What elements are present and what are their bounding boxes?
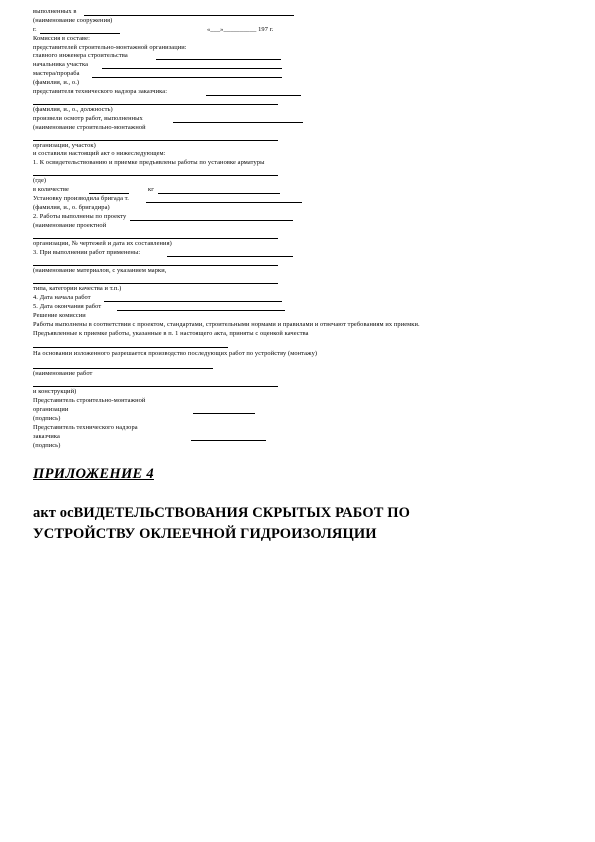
form-caption-materials: (наименование материалов, с указанием марки, xyxy=(33,267,167,274)
blank-line xyxy=(33,265,278,266)
form-caption-design-org: (наименование проектной xyxy=(33,222,107,229)
form-line-foreman: мастера/прораба xyxy=(33,70,80,77)
form-unit-kg: кг xyxy=(148,186,154,193)
form-line-tech-supervision: представителя технического надзора заказчика: xyxy=(33,88,168,95)
blank-line xyxy=(33,283,278,284)
form-line-act-compiled: и составили настоящий акт о нижеследующем: xyxy=(33,150,166,157)
blank-line xyxy=(173,122,303,123)
form-line-city: г. xyxy=(33,26,37,33)
appendix-title-line-2: УСТРОЙСТВУ ОКЛЕЕЧНОЙ ГИДРОИЗОЛЯЦИИ xyxy=(33,526,377,542)
blank-line xyxy=(33,238,278,239)
blank-line xyxy=(146,202,302,203)
form-caption-where: (где) xyxy=(33,177,47,184)
form-caption-drawings: организации, № чертежей и дата их составления) xyxy=(33,240,172,247)
blank-line xyxy=(33,104,278,105)
blank-line xyxy=(167,256,293,257)
form-line-executed-in: выполненных в xyxy=(33,8,77,15)
blank-line xyxy=(89,193,129,194)
signature-line xyxy=(191,440,266,441)
form-line-chief-engineer: главного инженера строительства xyxy=(33,52,128,59)
form-item-2-project: 2. Работы выполнены по проекту xyxy=(33,213,127,220)
form-caption-brigadier: (фамилия, и., о. бригадира) xyxy=(33,204,110,211)
form-line-conformity: Работы выполнены в соответствии с проектом, стандартами, строительными нормами и правилами и отвечают требованиям их приемки. xyxy=(33,321,420,328)
blank-line xyxy=(33,140,278,141)
form-caption-organization: (наименование строительно-монтажной xyxy=(33,124,146,131)
blank-line xyxy=(156,59,281,60)
form-item-4-start-date: 4. Дата начала работ xyxy=(33,294,91,301)
form-line-brigade: Установку производила бригада т. xyxy=(33,195,129,202)
form-line-site-chief: начальника участка xyxy=(33,61,89,68)
blank-line xyxy=(158,193,280,194)
form-caption-structure: (наименование сооружения) xyxy=(33,17,113,24)
appendix-title xyxy=(33,503,410,545)
form-line-sig-contractor: Представитель строительно-монтажной xyxy=(33,397,146,404)
blank-line xyxy=(130,220,293,221)
appendix-heading: ПРИЛОЖЕНИЕ 4 xyxy=(33,466,154,482)
blank-line xyxy=(33,175,278,176)
form-caption-signature: (подпись) xyxy=(33,442,61,449)
form-line-representatives: представителей строительно-монтажной организации: xyxy=(33,44,187,51)
form-caption-org-site: организации, участок) xyxy=(33,142,96,149)
form-item-5-end-date: 5. Дата окончания работ xyxy=(33,303,102,310)
form-caption-fio-position: (фамилия, и., о., должность) xyxy=(33,106,113,113)
form-line-quantity: в количестве xyxy=(33,186,69,193)
form-line-sig-customer: заказчика xyxy=(33,433,60,440)
form-line-commission: Комиссия в составе: xyxy=(33,35,90,42)
blank-line xyxy=(33,368,213,369)
appendix-title-line-1: акт осВИДЕТЕЛЬСТВОВАНИЯ СКРЫТЫХ РАБОТ ПО xyxy=(33,505,410,521)
form-caption-signature: (подпись) xyxy=(33,415,61,422)
form-line-accepted: Предъявленные к приемке работы, указанные в п. 1 настоящего акта, приняты с оценкой качества xyxy=(33,330,309,337)
form-line-permission: На основании изложенного разрешается производство последующих работ по устройству (монтажу) xyxy=(33,350,318,357)
blank-line xyxy=(104,301,282,302)
blank-line xyxy=(206,95,301,96)
blank-line xyxy=(33,347,228,348)
form-line-decision: Решение комиссии xyxy=(33,312,86,319)
form-line-date: «___»__________ 197 г. xyxy=(207,26,274,33)
form-line-sig-supervision: Представитель технического надзора xyxy=(33,424,138,431)
form-caption-type-quality: типа, категории качества и т.п.) xyxy=(33,285,122,292)
signature-line xyxy=(193,413,255,414)
form-line-inspected: произвели осмотр работ, выполненных xyxy=(33,115,143,122)
form-item-1-rebar: 1. К освидетельствованию и приемке предъявлены работы по установке арматуры xyxy=(33,159,265,166)
form-caption-constructions: и конструкций) xyxy=(33,388,77,395)
form-line-sig-contractor-org: организации xyxy=(33,406,69,413)
form-caption-work-name: (наименование работ xyxy=(33,370,93,377)
form-caption-fio: (фамилия, и., о.) xyxy=(33,79,80,86)
blank-line xyxy=(40,33,120,34)
form-item-3-materials: 3. При выполнении работ применены: xyxy=(33,249,141,256)
blank-line xyxy=(33,386,278,387)
blank-line xyxy=(117,310,285,311)
blank-line xyxy=(84,15,294,16)
blank-line xyxy=(102,68,282,69)
blank-line xyxy=(92,77,282,78)
